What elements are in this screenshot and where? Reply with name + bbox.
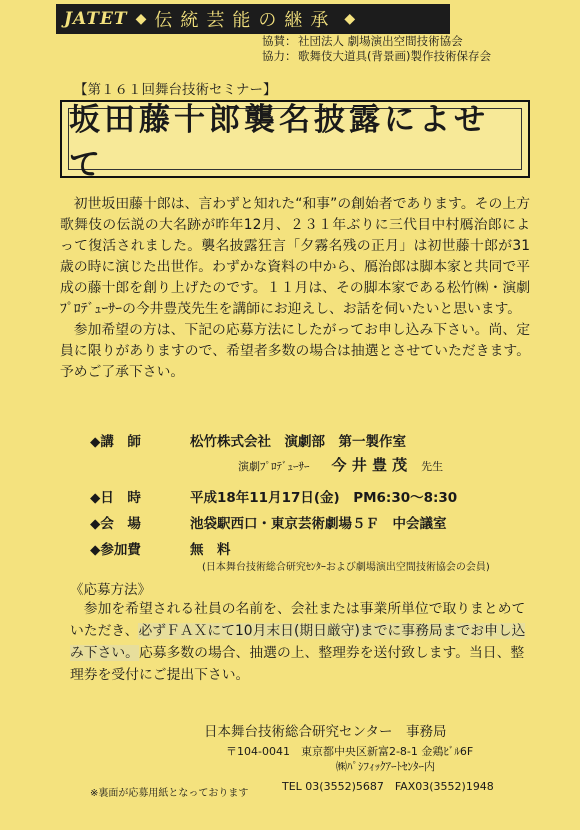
sponsor-row [262,49,491,64]
fee-note: (日本舞台技術総合研究ｾﾝﾀｰおよび劇場演出空間技術協会の会員) [202,562,490,573]
address-block [226,744,473,774]
sponsors-block [262,34,491,64]
body-text [60,194,530,383]
sponsor-name: 歌舞伎大道具(背景画)製作技術保存会 [298,49,491,63]
method-heading: 《応募方法》 [70,582,151,598]
tel-fax: TEL 03(3552)5687 FAX03(3552)1948 [282,780,494,793]
sponsor-row [262,34,491,49]
fee-value: 無 料 [190,542,231,558]
venue-value: 池袋駅西口・東京芸術劇場５Ｆ 中会議室 [190,516,447,532]
lecturer-title: 演劇ﾌﾟﾛﾃﾞｭｰｻｰ [238,460,310,473]
body-paragraph: 初世坂田藤十郎は、言わずと知れた“和事”の創始者であります。その上方歌舞伎の伝説の大名跡が昨年12月、２３１年ぶりに三代目中村鴈治郎によって復活されました。襲名披露狂言「夕霧名残の正月」は初世藤十郎が31歳の時に演じた出世作。わずかな資料の中から、鴈治郎は脚本家と共同で平成の藤十郎を創り上げたのです。１１月は、その脚本家である松竹㈱・演劇ﾌﾟﾛﾃﾞｭｰｻｰの今井豊茂先生を講師にお迎えし、お話を伺いたいと思います。 [60,196,530,317]
venue-row [90,512,447,532]
banner-title: 伝統芸能の継承 [154,10,337,31]
diamond-icon: ◆ [344,11,356,27]
lecturer-company: 松竹株式会社 演劇部 第一製作室 [190,434,406,450]
method-line-3: 応募多数の場合、抽選の上、整理券を送付致します。当日、整理券を受付にご提出下さい。 [70,645,525,683]
method-line-1: 参加を希望される社員の名前を、会社または事業所単位で取りまとめていただき、 [70,601,526,639]
date-label: ◆日 時 [90,490,141,506]
date-row [90,486,457,506]
title-box-inner [68,102,522,183]
lecturer-name: 今 井 豊 茂 [331,456,408,474]
body-paragraph: 参加希望の方は、下記の応募方法にしたがってお申し込み下さい。尚、定員に限りがありますので、希望者多数の場合は抽選とさせていただきます。予めご了承下さい。 [60,322,530,380]
fee-label: ◆参加費 [90,542,141,558]
sponsor-name: 社団法人 劇場演出空間技術協会 [298,34,463,48]
lecturer-label: ◆講 師 [90,434,141,450]
lecturer-row [90,430,406,450]
fee-row [90,538,231,558]
header-banner [56,4,450,34]
method-text [70,598,530,686]
back-page-note: ※裏面が応募用紙となっております [90,788,249,799]
title-box [60,100,530,183]
organizer-name: 日本舞台技術総合研究センター 事務局 [204,724,447,740]
jatet-logo: JATET [64,9,128,29]
method-highlight: 必ずＦＡＸにて10月末日(期日厳守)までに事務局までお申し込み下さい。 [70,623,526,661]
lecturer-honorific: 先生 [421,460,444,473]
sponsor-role: 協賛： [262,34,297,48]
lecturer-name-row [238,454,443,475]
main-title: 坂田藤十郎襲名披露によせて [69,102,489,183]
sponsor-role: 協力： [262,49,297,63]
postal-address: 〒104-0041 東京都中央区新富2-8-1 金鶏ﾋﾞﾙ6F [226,745,474,758]
sub-office: ㈱ﾊﾟｼﾌｨｯｸｱｰﾄｾﾝﾀｰ内 [336,760,435,773]
date-value: 平成18年11月17日(金) PM6:30～8:30 [190,490,458,506]
seminar-label: 【第１６１回舞台技術セミナー】 [74,82,277,98]
venue-label: ◆会 場 [90,516,141,532]
diamond-icon: ◆ [135,11,147,27]
method-paragraph [70,598,530,686]
